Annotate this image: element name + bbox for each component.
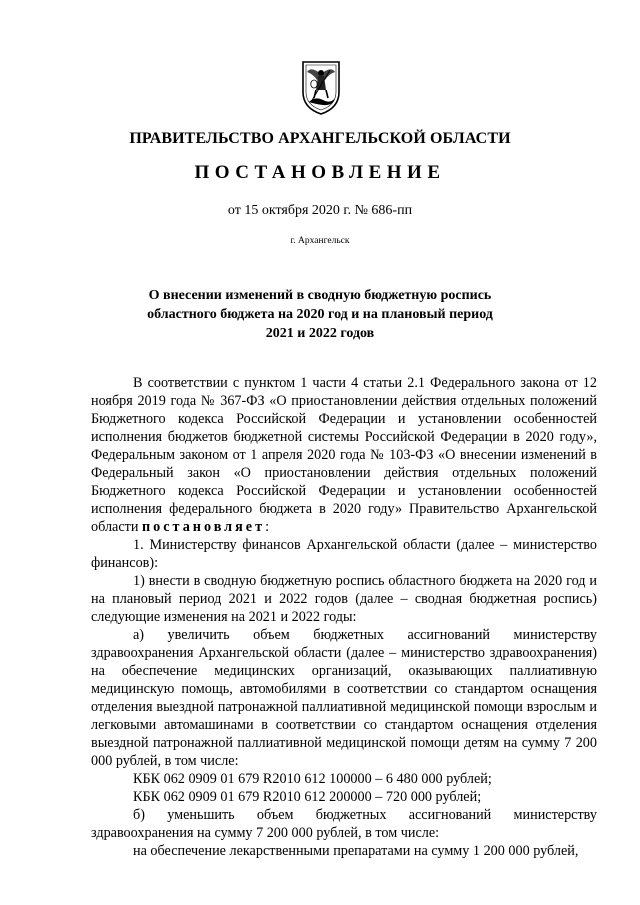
kbk-line: КБК 062 0909 01 679 R2010 612 100000 – 6 480 000 рублей; xyxy=(133,771,492,787)
clause-paragraph: 1. Министерству финансов Архангельской области (далее – министерство финансов): xyxy=(91,537,597,571)
document-type: ПОСТАНОВЛЕНИЕ xyxy=(194,162,446,183)
document-title xyxy=(110,286,530,343)
document-date-number: от 15 октября 2020 г. № 686-пп xyxy=(227,203,413,218)
clause-paragraph: 1) внести в сводную бюджетную роспись областного бюджета на 2020 год и на плановый период 2021 и 2022 годов (далее – сводная бюджетная роспись) следующие изменения на 2021 и 2022 годы: xyxy=(91,573,597,625)
clause-paragraph: а) увеличить объем бюджетных ассигнований министерству здравоохранения Архангельской области (далее – министерство здравоохранения) на обеспечение медицинских организаций, оказывающих паллиативную медицинскую помощь, автомобилями в соответствии со стандартом оснащения отделения выездной патронажной паллиативной медицинской помощи взрослым и легковыми автомашинами в соответствии со стандартом оснащения отделения выездной патронажной паллиативной медицинской помощи детям на сумму 7 200 000 рублей, в том числе: xyxy=(91,627,597,769)
organization-name: ПРАВИТЕЛЬСТВО АРХАНГЕЛЬСКОЙ ОБЛАСТИ xyxy=(129,130,511,147)
resolves-keyword: постановляет xyxy=(141,519,266,535)
title-line: областного бюджета на 2020 год и на плановый период xyxy=(147,307,493,322)
clause-paragraph: на обеспечение лекарственными препаратами на сумму 1 200 000 рублей, xyxy=(133,843,579,859)
title-line: О внесении изменений в сводную бюджетную роспись xyxy=(148,288,492,303)
preamble-colon: : xyxy=(265,519,270,535)
document-body xyxy=(91,374,597,860)
clause-paragraph: б) уменьшить объем бюджетных ассигнований министерству здравоохранения на сумму 7 200 000 рублей, в том числе: xyxy=(91,807,597,841)
document-city: г. Архангельск xyxy=(290,236,350,246)
arkhangelsk-coat-of-arms-icon xyxy=(297,58,345,116)
title-line: 2021 и 2022 годов xyxy=(265,326,375,341)
preamble-paragraph xyxy=(91,374,597,536)
preamble-text: В соответствии с пунктом 1 части 4 статьи 2.1 Федерального закона от 12 ноября 2019 года № 367-ФЗ «О приостановлении действия отдельных положений Бюджетного кодекса Российской Федерации и установлении особенностей исполнения бюджетов бюджетной системы Российской Федерации в 2020 году», Федеральным законом от 1 апреля 2020 года № 103-ФЗ «О внесении изменений в Федеральный закон «О приостановлении действия отдельных положений Бюджетного кодекса Российской Федерации и установлении особенностей исполнения федерального бюджета в 2020 году» Правительство Архангельской области xyxy=(91,375,597,535)
kbk-line: КБК 062 0909 01 679 R2010 612 200000 – 720 000 рублей; xyxy=(133,789,482,805)
